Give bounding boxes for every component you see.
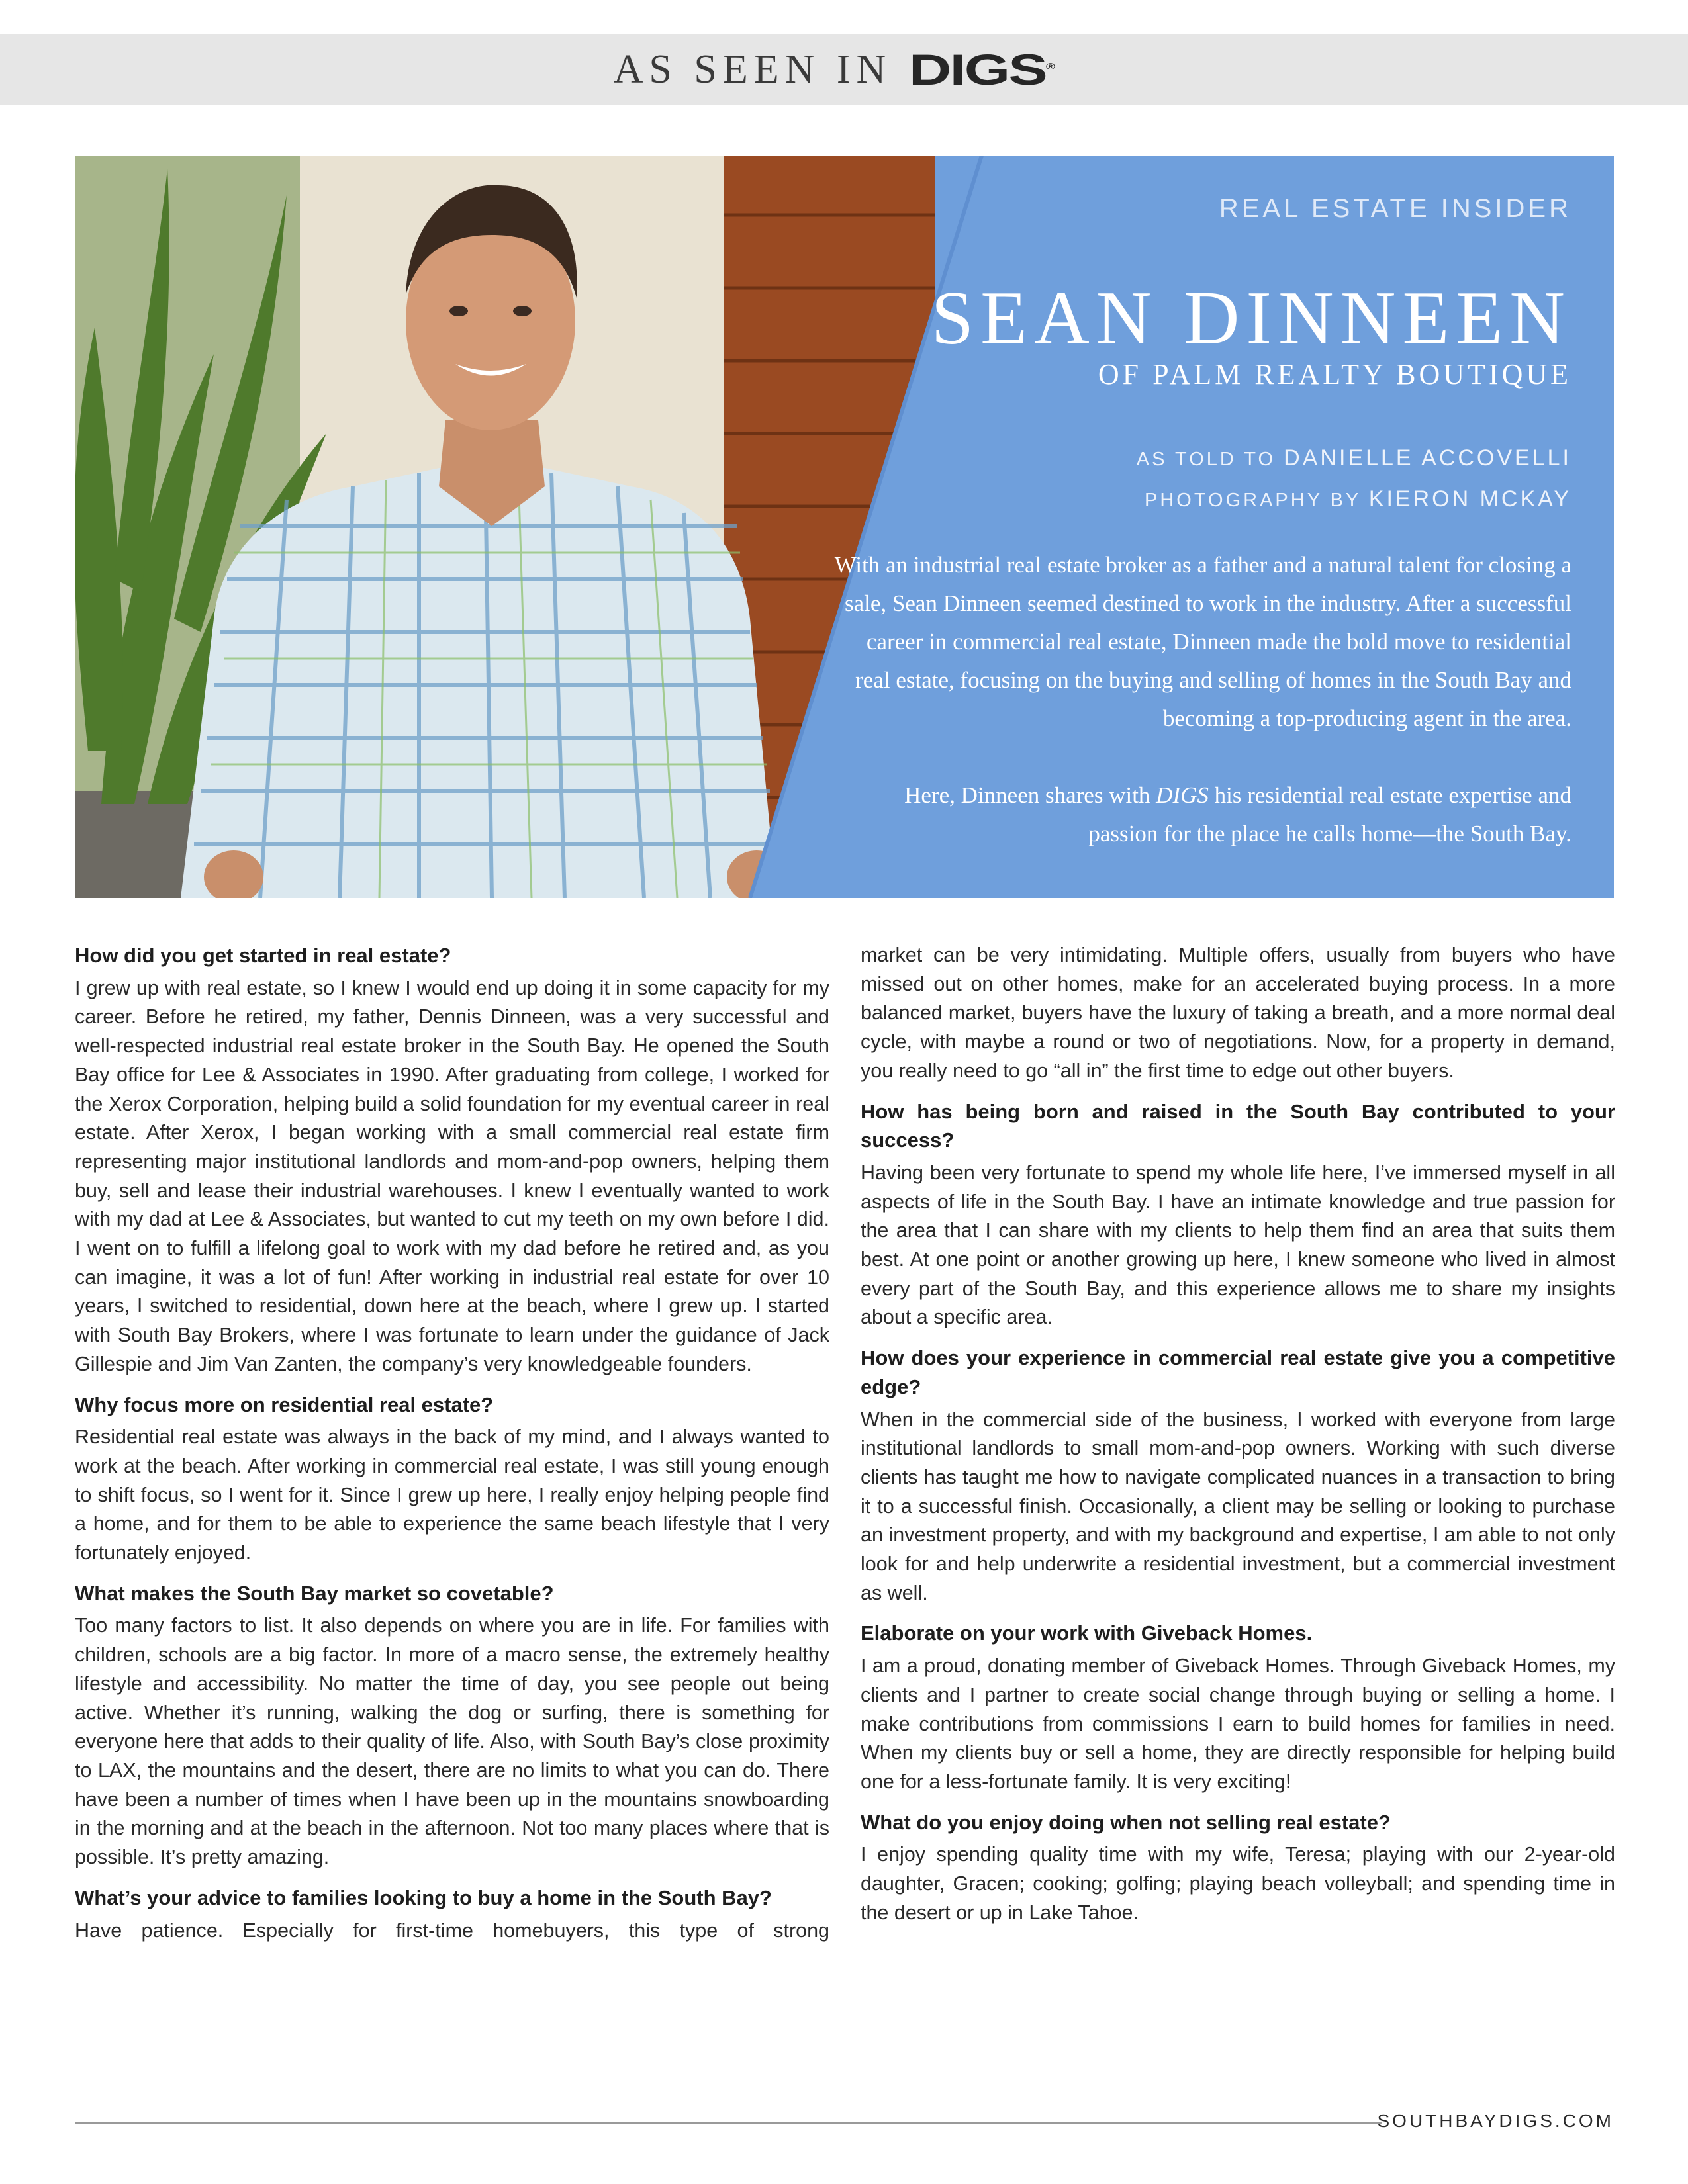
intro-paragraph-1: With an industrial real estate broker as a father and a natural talent for closing a sale, Sean Dinneen seemed destined to work in the industry. After a successful career in commercial real estate, Dinneen made the bold move to residential real estate, focusing on the buying and selling of homes in the South Bay and becoming a top-producing agent in the area. [834, 552, 1571, 731]
question-heading: What’s your advice to families looking to buy a home in the South Bay? [75, 1886, 772, 1909]
footer-url: SOUTHBAYDIGS.COM [1377, 2111, 1614, 2131]
answer-paragraph: When in the commercial side of the business, I worked with everyone from large institutional landlords to small mom-and-pop owners. Working with such diverse clients has taught me how to navigate complicated nuances in a transaction to bring it to a successful finish. Occasionally, a client may be selling or looking to purchase an investment property, and with my background and expertise, I am able to not only look for and help underwrite a residential investment, but a commercial investment as well. [861, 1408, 1615, 1604]
footer-rule [75, 2122, 1382, 2124]
trademark-mark: ® [1046, 61, 1056, 71]
answer-paragraph: I enjoy spending quality time with my wife, Teresa; playing with our 2-year-old daughter, Gracen; cooking; golfing; playing beach volleyball; and spending time in the desert or up in Lake Tahoe. [861, 1843, 1615, 1924]
right-column [861, 941, 1615, 1939]
answer-paragraph-continued: market can be very intimidating. Multiple offers, usually from buyers who have missed out on other homes, make for an accelerated buying process. In a more balanced market, buyers have the luxury of taking a breath, and a more normal deal cycle, with maybe a round or two of negotiations. Now, for a property in demand, you really need to go “all in” the first time to edge out other buyers. [861, 944, 1615, 1082]
intro-paragraph-2 [830, 776, 1571, 853]
question-heading: How did you get started in real estate? [75, 944, 451, 967]
article-title: SEAN DINNEEN [931, 276, 1571, 361]
section-kicker: REAL ESTATE INSIDER [1219, 194, 1571, 223]
question-heading: What do you enjoy doing when not selling real estate? [861, 1810, 1391, 1834]
answer-paragraph: Too many factors to list. It also depends on where you are in life. For families with children, schools are a big factor. In more of a macro sense, the extremely healthy lifestyle and accessibility. No matter the time of day, you see people out being active. Whether it’s running, walking the dog or surfing, there is something for everyone here that adds to their quality of life. Also, with South Bay’s close proximity to LAX, the mountains and the desert, there are no limits to what you can do. There have been a number of times when I have been up in the mountains snowboarding in the morning and at the beach in the afternoon. Not too many places where that is possible. It’s pretty amazing. [75, 1614, 829, 1869]
as-seen-in-banner [0, 34, 1688, 105]
question-heading: How has being born and raised in the South Bay contributed to your success? [861, 1099, 1615, 1152]
hero-section [75, 156, 1614, 898]
question-heading: How does your experience in commercial real estate give you a competitive edge? [861, 1346, 1615, 1398]
article-intro [830, 546, 1571, 891]
byline-writer [1137, 445, 1571, 471]
digs-logo [909, 44, 1133, 95]
answer-paragraph: Having been very fortunate to spend my whole life here, I’ve immersed myself in all aspects of life in the South Bay. I have an intimate knowledge and true passion for the area that I can share with my clients to help them find an area that suits them best. At one point or another growing up here, I knew someone who lived in almost every part of the South Bay, and this experience allows me to share my insights about a specific area. [861, 1161, 1615, 1329]
question-heading: Elaborate on your work with Giveback Homes. [861, 1621, 1313, 1645]
byline-photographer-prefix: PHOTOGRAPHY BY [1144, 490, 1361, 511]
intro-2-before: Here, Dinneen shares with [904, 782, 1156, 808]
byline-writer-name: DANIELLE ACCOVELLI [1284, 445, 1571, 471]
question-heading: Why focus more on residential real estate? [75, 1392, 494, 1416]
left-column [75, 941, 829, 1956]
intro-2-digs: DIGS [1156, 782, 1209, 808]
answer-paragraph: Residential real estate was always in the back of my mind, and I always wanted to work at the beach. After working in commercial real estate, I was still young enough to shift focus, so I went for it. Since I grew up here, I really enjoy helping people find a home, and for them to be able to experience the same beach lifestyle that I very fortunately enjoyed. [75, 1426, 829, 1565]
byline-photographer-name: KIERON MCKAY [1368, 486, 1571, 512]
header-band [0, 34, 1688, 105]
article-subtitle: OF PALM REALTY BOUTIQUE [1098, 358, 1571, 390]
byline-writer-prefix: AS TOLD TO [1136, 449, 1276, 470]
byline-photographer [1145, 486, 1571, 512]
digs-logo-text: DIGS [909, 45, 1047, 94]
intro-2-after: his residential real estate expertise and passion for the place he calls home—the South Bay. [1088, 782, 1571, 846]
answer-paragraph: I grew up with real estate, so I knew I would end up doing it in some capacity for my career. Before he retired, my father, Dennis Dinneen, was a very successful and well-respected industrial real estate broker in the South Bay. He opened the South Bay office for Lee & Associates in 1990. After graduating from college, I worked for the Xerox Corporation, helping build a solid foundation for my eventual career in real estate. After Xerox, I began working with a small commercial real estate firm representing major institutional landlords and mom-and-pop owners, helping them buy, sell and lease their industrial warehouses. I knew I eventually wanted to work with my dad at Lee & Associates, but wanted to cut my teeth on my own before I did. I went on to fulfill a lifelong goal to work with my dad before he retired and, as you can imagine, it was a lot of fun! After working in industrial real estate for over 10 years, I switched to residential, down here at the beach, where I grew up. I started with South Bay Brokers, where I was fortunate to learn under the guidance of Jack Gillespie and Jim Van Zanten, the company’s very knowledgeable founders. [75, 976, 829, 1375]
as-seen-in-text: AS SEEN IN [613, 46, 892, 92]
question-heading: What makes the South Bay market so covetable? [75, 1581, 554, 1605]
answer-paragraph: I am a proud, donating member of Giveback Homes. Through Giveback Homes, my clients and I partner to create social change through buying or selling a home. I make contributions from commissions I earn to build homes for families in need. When my clients buy or sell a home, they are directly responsible for helping build one for a less-fortunate family. It is very exciting! [861, 1655, 1615, 1793]
answer-paragraph: Have patience. Especially for first-time homebuyers, this type of strong [75, 1919, 829, 1942]
